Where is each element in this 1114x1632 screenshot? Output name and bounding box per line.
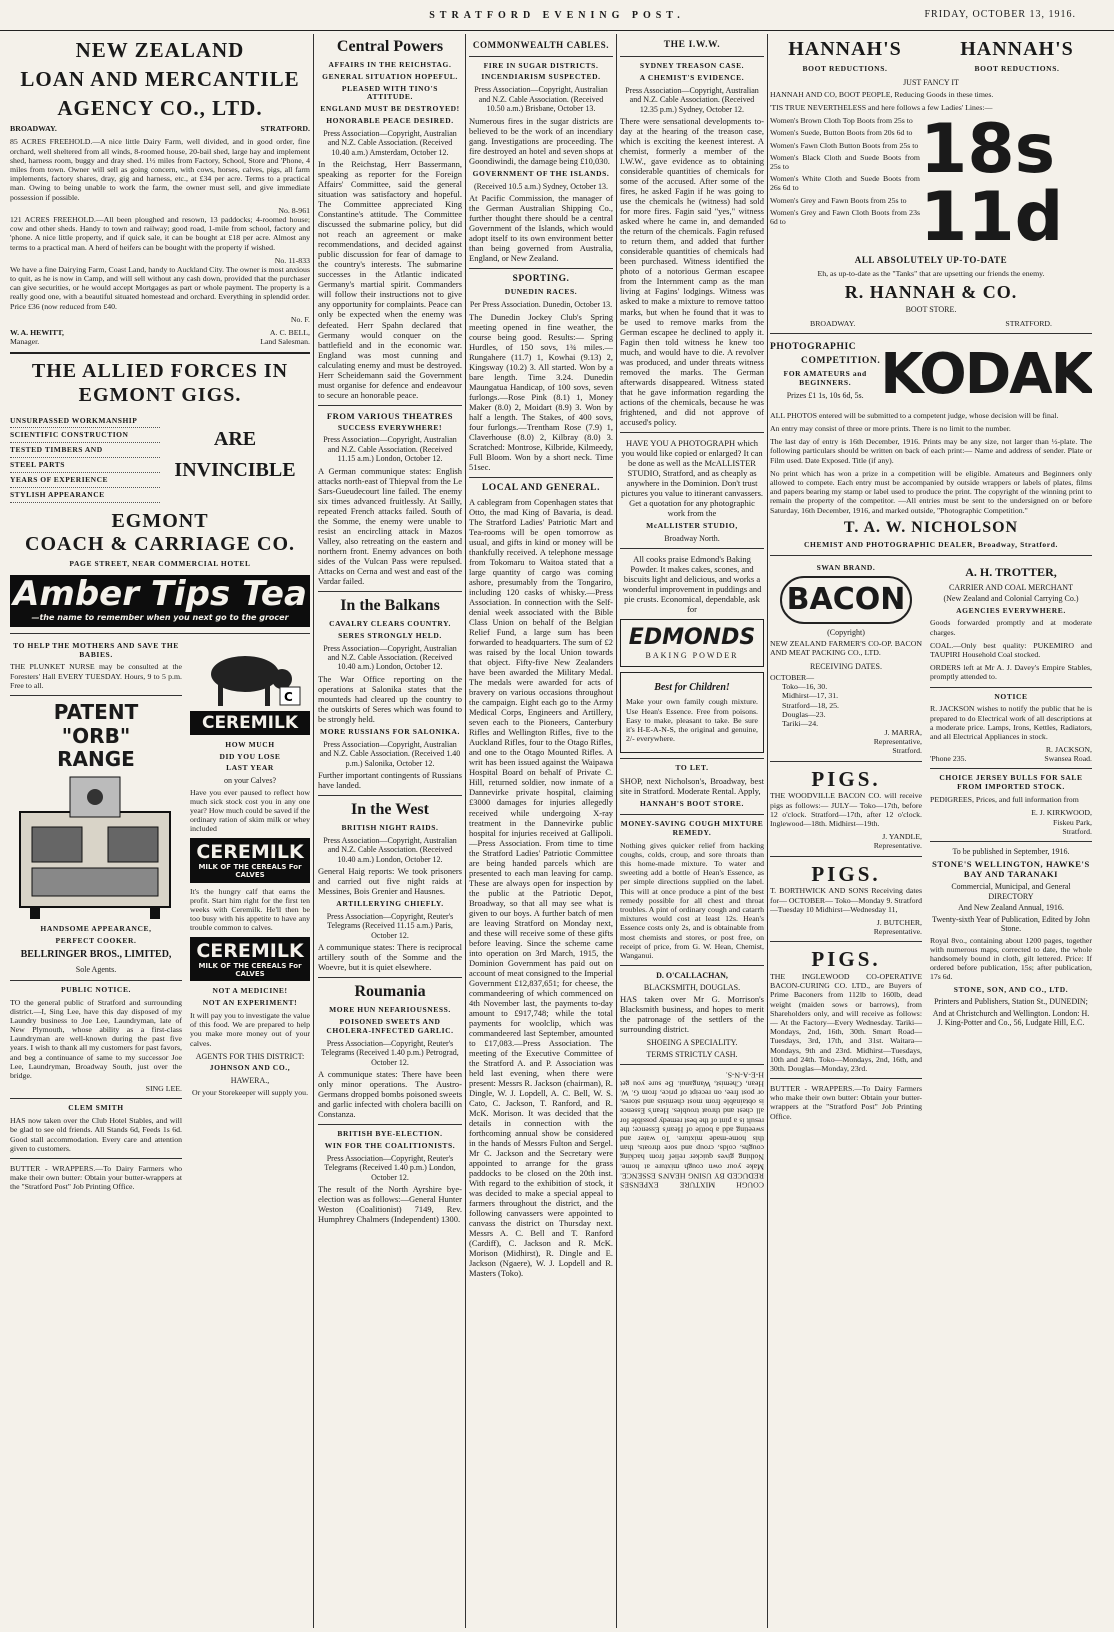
notice-title: CHOICE JERSEY BULLS FOR SALE FROM IMPORTED STOCK.: [939, 773, 1083, 792]
advert-title: NEW ZEALAND: [75, 38, 245, 62]
divider: [620, 965, 764, 966]
boot-price-item: Women's Brown Cloth Top Boots from 25s to: [770, 116, 913, 126]
ceremilk-logo-box: [190, 838, 310, 883]
directory-title: STONE'S WELLINGTON, HAWKE'S BAY AND TARANAKI: [932, 859, 1090, 880]
masthead: [0, 0, 1114, 31]
advert-word: ARE: [213, 427, 257, 450]
svg-text:C: C: [284, 689, 293, 704]
listing-number: No. 11-833: [274, 255, 310, 265]
signatory-name: J. YANDLE,: [882, 832, 922, 842]
notice-body: R. JACKSON wishes to notify the public that he is prepared to do Electrical work of all descriptions at a moderate price. Lamps, Irons, Kettles, Radiators, and all Electrical Appliances in stock.: [930, 704, 1092, 741]
chemist-name: T. A. W. NICHOLSON: [843, 518, 1019, 536]
company-address: PAGE STREET, NEAR COMMERCIAL HOTEL: [69, 558, 251, 568]
headline: GOVERNMENT OF THE ISLANDS.: [472, 168, 610, 178]
divider: [930, 687, 1092, 688]
receiving-date: Douglas—23.: [782, 709, 826, 719]
boot-price-item: Women's Grey and Fawn Boots from 25s to: [770, 195, 907, 205]
divider: [620, 814, 764, 815]
competition-rules: The last day of entry is 16th December, 1916. Prints may be any size, not larger than ½-plate. The following particulars should be written on back of each print:— Name and address of sender. Plate or Film used. Date Exposed. Title (if any).: [770, 437, 1092, 465]
advert-title: PATENT: [53, 699, 139, 724]
divider: [10, 352, 310, 354]
section-title: In the West: [351, 801, 429, 819]
blacksmith-name: D. O'CALLACHAN,: [656, 971, 728, 981]
advert-line: HANNAH AND CO, BOOT PEOPLE, Reducing Goods in these times.: [770, 89, 994, 99]
article-body: A German communique states: English attacks north-east of Thiepval from the Le Sars-Gueudecourt line failed. The enemy six times advanced fruitlessly. At Sailly, repeated French attacks failed. South of the Somme, the enemy were unable to resist an encircling attack in Mazos Valley, also retreating on the eastern and northern front. Enemy advances on both sides of the Vulcan Pass were repulsed. Attacks on Cerna and west and east of the Vardar failed.: [318, 465, 462, 586]
column-3: [469, 34, 613, 1628]
signatory-role: Representative.: [873, 841, 922, 851]
notice-signature: HANNAH'S BOOT STORE.: [639, 799, 745, 809]
edmonds-advert: [620, 554, 764, 666]
directory-edition: Twenty-sixth Year of Publication, Edited by John Stone.: [932, 914, 1090, 934]
ceremilk-logo: CEREMILK: [196, 939, 304, 962]
ceremilk-logo: CEREMILK: [190, 711, 310, 735]
boot-reductions: BOOT REDUCTIONS.: [802, 63, 888, 73]
advert-body: Have you ever paused to reflect how much sick stock cost you in any one year? How much could be saved if the ordinary ration of skim milk or whey included: [190, 787, 310, 834]
signatory-town: Stratford.: [892, 746, 922, 756]
brand-name: Amber Tips Tea: [13, 573, 307, 614]
notice-title: NOTICE: [994, 691, 1028, 701]
signatory-role: Manager.: [10, 337, 40, 347]
headline: POISONED SWEETS AND CHOLERA-INFECTED GARLIC.: [326, 1017, 454, 1035]
signatory-town: Stratford.: [1062, 826, 1092, 836]
egmont-feature-line: TESTED TIMBERS AND: [10, 444, 160, 458]
publisher-address: Printers and Publishers, Station St., DUNEDIN;: [934, 997, 1088, 1007]
question-line: LAST YEAR: [226, 763, 274, 773]
headline: ARTILLERYING CHIEFLY.: [336, 899, 444, 909]
pig-notice: T. BORTHWICK AND SONS Receiving dates for— OCTOBER— Toko—Monday 9. Stratford—Tuesday 10 Midhirst—Wednesday 11,: [770, 886, 922, 914]
carrier-line: ORDERS left at Mr A. J. Davey's Empire Stables, promptly attended to.: [930, 663, 1092, 682]
pig-notice: THE INGLEWOOD CO-OPERATIVE BACON-CURING CO. LTD., are Buyers of Prime Baconers from 112lb to 160lb, dead weight (maiden sows or barrows), from Shareholders only, and will receive as follows:— At the Factory—Every Wednesday. Tariki—Mondays, 2nd, 16th, 30th. Smart Road—Tuesdays, 3rd, 17th, and 31st. Waitara—Mondays, 9th and 23rd. Midhirst—Tuesdays, 10th and 24th. Toko—Mondays, 2nd, 16th, and 30th. Douglas—Monday, 23rd.: [770, 972, 922, 1073]
headline: FIRE IN SUGAR DISTRICTS.: [483, 60, 599, 70]
newspaper-title: STRATFORD EVENING POST.: [429, 10, 685, 21]
hannah-title: HANNAH'S: [960, 38, 1074, 60]
notice-title: PUBLIC NOTICE.: [60, 984, 132, 994]
agent-town: HAWERA.,: [230, 1076, 270, 1086]
advert-body: HAVE YOU A PHOTOGRAPH which you would like copied or enlarged? It can be done as well as the McALLISTER STUDIO, Stratford, and as cheaply as anywhere in the Dominion. Don't trust pictures you value to itinerant canvassers. Get a quotation for any photographic work from the: [620, 437, 764, 518]
article-body: A cablegram from Copenhagen states that Otto, the mad King of Bavaria, is dead. The Stratford Ladies' Patriotic Mart and Tea-rooms will be open tomorrow as usual, and gifts in kind or money will be thankfully received. A telephone message from Tokomaru to Waitoa stated that a large quantity of cargo was coming ashore, presumably from the Tongariro, including 120 casks of whisky.—Press Association. In connection with the Self-denial week associated with the Bible Class Union on behalf of the Belgian Relief Fund, a large sum has been forwarded to headquarters. The sum of £2 was raised by the local Union towards that object. Fifty-five New Zealanders have been awarded the Military Medal. The medals were awarded for acts of bravery on various occasions throughout the campaign. Eight each go to the Army Medical Corps, Engineers and Artillery, seven each to the Pioneers, Canterbury Rifles and Wellington Rifles, five to the Auckland Rifles, four to the Otago Rifles, and one to the Otago Mounted Rifles. A writ has been issued against the Waipawa Hospital Board on behalf of Private C. Hill, returned soldier, now inmate of a Dannevirke private hospital, claiming £3000 damages for injuries allegedly received while undergoing X-ray treatment in the Dannevirke public hospital for injuries received at Gallipoli.—Press Association. From time to time the Stratford Ladies' Patriotic Committee are being handed parcels which are presented to each man leaving for camp. These are always open for inspection by the public at the Patriotic Depot, Broadway, so that all may see what is given to our boys. A further batch of men are leaving Stratford on Monday next, and these will receive some of these gifts before leaving. Since the scheme came into operation on 3rd March, 1915, the Dominion Government has paid out on account of meat consigned to the Imperial Government £12,837,651; for cheese, the commandeering of which commenced on 4th November last, the payments to-day amount to £917,748; while the total payments for woolclip, which was commandeered last September, amounted to £17,083.—Press Association. The meeting of the Executive Committee of the Stratford A. and P. Association was held last evening, when there were present: Messrs R. Jackson (chairman), R. Dingle, W. J. Lopdell, A. C. Bell, W. S. Cato, C. Jackson, T. Ranford, and R. McK. Morison. It was decided that the details in connection with the forthcoming annual show be considered in the hands of Messrs Fulton and Sergel. Mr C. Jackson and the Secretary were appointed to arrange for the grass paddocks to be closed on the 20th inst. With regard to the exhibition of stock, it was decided to make a special appeal to farmers throughout the district, and the following canvassers were appointed to canvass the district on Thursday next. Messrs A. C. Bell and T. Ranford (Cardiff), C. Jackson and R. McK. Morison (Midhirst), R. Dingle and E. Jackson (Ngaere), W. J. Lopdell and R. Masters (Toko).: [469, 497, 613, 1279]
clem-smith-notice: [10, 1104, 182, 1153]
pigs-heading: PIGS.: [811, 766, 881, 791]
article-body: A communique states: There is reciprocal artillery south of the Somme and the Woevre, but it is quiet elsewhere.: [318, 942, 462, 973]
advert-body: It's the hungry calf that earns the profit. Start him right for the first ten weeks with Ceremilk. He'll then be too busy with his appetite to have any trouble common to calves.: [190, 886, 310, 933]
headline: SERES STRONGLY HELD.: [338, 630, 442, 640]
headline: MORE RUSSIANS FOR SALONIKA.: [320, 726, 460, 736]
boot-price-item: Women's Fawn Cloth Button Boots from 25s to: [770, 140, 919, 150]
blacksmith-trade: BLACKSMITH, DOUGLAS.: [643, 982, 741, 992]
ceremilk-logo: CEREMILK: [196, 840, 304, 863]
competition-rules: ALL PHOTOS entered will be submitted to a competent judge, whose decision will be final.: [770, 410, 1059, 420]
egmont-feature-line: UNSURPASSED WORKMANSHIP: [10, 415, 160, 429]
headline: FROM VARIOUS THEATRES: [326, 410, 454, 421]
listing-number: No. 8-961: [278, 205, 310, 215]
publisher-address: And at Christchurch and Wellington. London: H. J. King-Potter and Co., 56, Ludgate Hill, E.C.: [932, 1008, 1090, 1028]
advert-body: It will pay you to investigate the value of this food. We are prepared to help you make more money out of your calves.: [190, 1011, 310, 1048]
article-body: The Dunedin Jockey Club's Spring meeting opened in fine weather, the course being good. Results:— Spring Hurdles, of 150 sovs, 1¾ miles.—Rungahere (11.7) 1, Kowhai (9.13) 2, Kingsway (10.2) 3. All started. Won by a bare length. Time 3.24. Dunedin Maungatua Handicap, of 100 sovs, seven furlongs.—Rose Pink (8.1) 1, Money Maker (8.0) 2, Moidart (8.9) 3. Won by half a length. The Stakes, of 400 sovs, four furlongs.—Trentham Rose (7.9) 1, Claverhouse (8.0) 2, Kilbray (8.0) 3. Scratched: Montrose, Kilbride, Kilmeedy, Full Bloom. Won by a short neck. Time 51sec.: [469, 311, 613, 472]
ceremilk-tagline: MILK OF THE CEREALS For CALVES: [198, 961, 302, 979]
issue-date: FRIDAY, OCTOBER 13, 1916.: [924, 9, 1076, 20]
cable-credit: Press Association—Copyright, Reuter's Telegrams (Received 1.40 p.m.) Petrograd, October 12.: [321, 1038, 459, 1067]
notice-body: HAS taken over Mr G. Morrison's Blacksmith business, and hopes to merit the patronage of the settlers of the surrounding district.: [620, 994, 764, 1035]
sale-price: 18s 11d: [920, 110, 1064, 258]
column-rule: [465, 34, 466, 1628]
competition-title: COMPETITION.: [801, 356, 881, 367]
article-body: There were sensational developments to-day at the hearing of the treason case, which is exciting the keenest interest. A chemist, formerly a member of the I.W.W., gave evidence as to obtaining considerable quantities of chemicals for some of the accused. After some of the fires, he asked Fagin if he was going to use the chemicals he (witness) had sold for more fires. Fagin said "yes," witness asked where he came in, and demanded the return of the chemicals. Fagin refused to return them, and added that further considerable quantities of chemicals had been purchased. Witness identified the photo of a notorious German escapee from the Internment camp as the man living at Fagins' lodgings. Witness was asked to make a mixture to remove tattoo marks, but when he found that it was to be used to remove marks from the German escapee he declined to apply it. Fagin then told witness he knew too much, and would have to die. A revolver was produced, and under threats witness removed the marks. The German afterwards disappeared. Witness stated that he gave information regarding the actions of the chemicals, because he was frightened, and did not approve of accused's policy.: [620, 116, 764, 427]
boot-price-item: Women's Grey and Fawn Cloth Boots from 23s 6d to: [770, 207, 920, 226]
divider: [620, 432, 764, 433]
brand-label: SWAN BRAND.: [816, 562, 876, 572]
headline: PLEASED WITH TINO'S ATTITUDE.: [341, 83, 439, 102]
directory-title: Commercial, Municipal, and General DIRECTORY: [951, 882, 1071, 901]
seller-name: BELLRINGER BROS., LIMITED,: [20, 949, 172, 961]
competition-prizes: Prizes £1 1s, 10s 6d, 5s.: [786, 391, 864, 400]
divider: [620, 56, 764, 57]
company-location: STRATFORD.: [1005, 318, 1052, 328]
listing-number: No. F.: [290, 314, 310, 324]
advert-heading: NOT AN EXPERIMENT!: [202, 998, 298, 1008]
headline: AFFAIRS IN THE REICHSTAG.: [328, 59, 452, 69]
headline: BRITISH NIGHT RAIDS.: [341, 823, 439, 832]
advert-tagline: HANDSOME APPEARANCE,: [40, 923, 152, 933]
section-title: Central Powers: [336, 38, 444, 55]
company-location: BROADWAY.: [810, 318, 856, 328]
bacon-logo: BACON: [780, 576, 912, 623]
directory-details: Royal 8vo., containing about 1200 pages, together with numerous maps, corrected to date, the whole handsomely bound in cloth, gilt lettered. Price: If ordered before publication, 15s; after publication, 17s 6d.: [930, 935, 1092, 982]
carrier-role: CARRIER AND COAL MERCHANT: [949, 582, 1073, 592]
column-rule: [767, 34, 768, 1628]
advert-title: RANGE: [57, 747, 135, 772]
company-name: COACH & CARRIAGE CO.: [25, 533, 295, 556]
public-notice: [10, 986, 182, 1094]
divider: [10, 1158, 182, 1159]
notice-body: HAS now taken over the Club Hotel Stables, and will be glad to see old friends. All Stands 6d, Feeds 1s 6d. Good stall accommodation. Every care and attention given to customers.: [10, 1116, 182, 1153]
section-title: In the Balkans: [340, 596, 440, 614]
divider: [318, 1124, 462, 1125]
orb-range-advert: [10, 701, 182, 975]
receiving-dates-title: RECEIVING DATES.: [810, 661, 882, 671]
headline: HONORABLE PEACE DESIRED.: [326, 116, 454, 126]
cable-credit: Press Association—Copyright, Australian and N.Z. Cable Association. (Received 10.40 a.m.) London, October 12.: [323, 835, 457, 864]
divider: [930, 841, 1092, 842]
headline: ENGLAND MUST BE DESTROYED!: [320, 104, 460, 114]
divider: [770, 941, 922, 942]
calf-illustration: [190, 639, 310, 711]
divider: [469, 56, 613, 57]
box-title: Best for Children!: [654, 681, 730, 693]
boot-price-item: Women's Suede, Button Boots from 20s 6d to: [770, 128, 913, 138]
month-label: OCTOBER—: [770, 672, 815, 682]
advert-body: All cooks praise Edmond's Baking Powder. It makes cakes, scones, and biscuits light and delicious, and works a wonderful improvement in puddings and pie crusts. Economical, dependable, ask for: [622, 554, 762, 615]
egmont-feature-line: STEEL PARTS: [10, 459, 160, 473]
headline: INCENDIARISM SUSPECTED.: [481, 72, 601, 82]
headline: DUNEDIN RACES.: [504, 287, 578, 297]
advert-body: Or your Storekeeper will supply you.: [191, 1087, 309, 1097]
question-line: on your Calves?: [224, 776, 276, 786]
publication-date: To be published in September, 1916.: [952, 846, 1070, 856]
egmont-feature-line: SCIENTIFIC CONSTRUCTION: [10, 429, 160, 443]
divider: [318, 795, 462, 796]
notice-body: SHOP, next Nicholson's, Broadway, best site in Stratford. Moderate Rental. Apply,: [620, 776, 764, 797]
signatory-role: Representative,: [873, 737, 922, 747]
ceremilk-advert: [190, 639, 310, 1196]
article-body: General Haig reports: We took prisoners and carried out five night raids at Messines, Bois Grenier and Hausnes.: [318, 866, 462, 897]
advert-title: LOAN AND MERCANTILE: [20, 66, 300, 91]
advert-location: BROADWAY.: [10, 124, 57, 134]
edmonds-logo: EDMONDS: [628, 625, 756, 651]
egmont-feature-line: STYLISH APPEARANCE: [10, 489, 160, 503]
notice-signature: R. JACKSON,: [1045, 745, 1092, 755]
divider: [770, 1078, 922, 1079]
company-name: EGMONT: [111, 509, 209, 532]
article-body: A communique states: There have been only minor operations. The Austro-Germans dropped bombs poisoned sweets and garlic infected with cholera bacilli on Constanza.: [318, 1069, 462, 1120]
listing-text: 121 ACRES FREEHOLD.—All been ploughed and resown, 13 paddocks; 4-roomed house; cow and other sheds. Handy to town and railway; good road, 1-mile from school, factory and 'phone. A nice little property, and if quick sale, it can be bought at £18 per acre. Almost any terms to a practical man. A herd of heifers can be bought with the property if wished.: [10, 214, 310, 252]
advert-line: ALL ABSOLUTELY UP-TO-DATE: [854, 255, 1008, 266]
advert-location: STRATFORD.: [260, 124, 310, 134]
divider: [770, 856, 922, 857]
boot-price-item: Women's Black Cloth and Suede Boots from 25s to: [770, 152, 920, 171]
advert-word: INVINCIBLE: [174, 459, 296, 482]
advert-tagline: PERFECT COOKER.: [55, 935, 137, 945]
carrier-line: AGENCIES EVERYWHERE.: [956, 605, 1066, 615]
advert-title: THE ALLIED FORCES IN: [31, 360, 289, 383]
headline: A CHEMIST'S EVIDENCE.: [639, 73, 745, 83]
cooking-range-illustration: [10, 772, 182, 922]
column-rule: [616, 34, 617, 1628]
cable-credit: Press Association—Copyright, Australian and N.Z. Cable Association. (Received 11.15 a.m.) London, October 12.: [323, 435, 457, 464]
signatory-role: Representative.: [873, 927, 922, 937]
divider: [469, 268, 613, 269]
edmonds-sub: BAKING POWDER: [645, 651, 739, 661]
cable-credit: Press Association—Copyright, Australian and N.Z. Cable Association. (Received 10.40 a.m.) London, October 12.: [323, 643, 457, 672]
advert-title: EGMONT GIGS.: [78, 384, 242, 407]
notice-body: THE PLUNKET NURSE may be consulted at the Foresters' Hall EVERY TUESDAY. Hours, 9 to 5 p.m. Free to all.: [10, 662, 182, 690]
article-body: At Pacific Commission, the manager of the German Australian Shipping Co., further thought there should be a central Government of the Islands, which would adopt itself to its own environment better than being governed from Australia, England, or New Zealand.: [469, 192, 613, 264]
divider: [318, 591, 462, 592]
butter-wrappers-notice: BUTTER - WRAPPERS.—To Dairy Farmers who make their own butter: Obtain your butter-wrappers at the "Stratford Post" Job Printing Office.: [770, 1084, 922, 1121]
cable-credit: Press Association—Copyright, Australian and N.Z. Cable Association. (Received 10.50 a.m.) Brisbane, October 13.: [474, 85, 608, 114]
competition-rules: No print which has won a prize in a competition will be eligible. Amateurs and Beginners only allowed to compete. Each entry must be accompanied by outside wrappers or labels of plates, films and papers bearing my stamp or label used to produce the print. The copyright of the winning print to remain the property of the competitor. —All entries must be sent to the undersigned on or before Saturday, 16th December, 1916, and marked outside, "Photographic Competition.": [770, 468, 1092, 515]
section-title: COMMONWEALTH CABLES.: [472, 40, 610, 50]
publisher-name: STONE, SON, AND CO., LTD.: [953, 984, 1069, 994]
headline: MORE HUN NEFARIOUSNESS.: [329, 1005, 451, 1015]
headline: SYDNEY TREASON CASE.: [639, 61, 745, 71]
pigs-heading: PIGS.: [811, 947, 881, 972]
studio-address: Broadway North.: [664, 533, 720, 543]
competition-rules: An entry may consist of three or more prints. There is no limit to the number.: [770, 424, 1011, 434]
column-4: [620, 34, 764, 1628]
headline: MONEY-SAVING COUGH MIXTURE REMEDY.: [620, 819, 764, 837]
inverted-advert: COUGH MIXTURE EXPENSES REDUCED BY USING HEAN'S ESSENCE. Make your own cough mixture at home. Nothing gives quicker relief from hacking coughs, colds, croup and sore throats, than this home-made mixture. To water and sweeting add a bottle of Hean's Essence; the result is a pint of the best remedy possible for all chest and throat troubles. Hean's Essence is obtainable from most chemists and stores, or post free, on receipt of price, from G. W. Hean, Chemist, Wanganui. Be sure you get H-E-A-N-S.: [620, 1070, 764, 1190]
cable-credit: (Received 10.5 a.m.) Sydney, October 13.: [473, 181, 609, 191]
listing-text: We have a fine Dairying Farm, Coast Land, handy to Auckland City. The owner is most anxious to quit, as he is now in Camp, and will sell without any cash down, provided that the purchaser can give securities, or he would accept Mortgages as part or whole payment. The property is a really good one, with a beautiful situated homestead and orchard. Everything in splendid order. Price £36 (now reduced from £40.: [10, 264, 310, 311]
section-title: THE I.W.W.: [663, 40, 721, 50]
divider: [10, 633, 310, 634]
headline: SUCCESS EVERYWHERE!: [337, 422, 443, 432]
company-name: NEW ZEALAND FARMER'S CO-OP. BACON AND MEAT PACKING CO., LTD.: [770, 639, 922, 658]
cable-credit: Press Association—Copyright, Australian and N.Z. Cable Association. (Received 12.35 p.m.) Sydney, October 12.: [625, 85, 759, 114]
directory-annual: And New Zealand Annual, 1916.: [958, 903, 1064, 913]
receiving-date: Midhirst—17, 31.: [782, 691, 839, 701]
column-2: [318, 34, 462, 1628]
advert-line: JUST FANCY IT: [903, 78, 959, 88]
competition-title: PHOTOGRAPHIC: [770, 341, 857, 352]
signatory-name: W. A. HEWITT,: [10, 328, 64, 338]
egmont-gigs-advert: [10, 360, 310, 568]
receiving-dates-list: [770, 682, 922, 728]
divider: [620, 1064, 764, 1065]
carrier-role: (New Zealand and Colonial Carrying Co.): [943, 594, 1079, 604]
cable-credit: Press Association—Copyright, Australian and N.Z. Cable Association. (Received 1.40 p.m.) Salonika, October 12.: [319, 739, 461, 768]
carrier-line: COAL.—Only best quality: PUKEMIRO and TAUPIRI Household Coal stocked.: [930, 640, 1092, 659]
seller-role: Sole Agents.: [75, 965, 117, 975]
signatory-name: E. J. KIRKWOOD,: [1031, 808, 1092, 818]
headline: BRITISH BYE-ELECTION.: [337, 1129, 443, 1139]
notice-title: CLEM SMITH: [68, 1103, 124, 1113]
signatory-place: Fiskeu Park,: [1053, 817, 1092, 827]
column-5: [770, 34, 1092, 1628]
heans-essence-box: [620, 672, 764, 754]
cable-credit: Press Association—Copyright, Australian and N.Z. Cable Association. (Received 10.40 a.m.) Amsterdam, October 12.: [323, 128, 457, 157]
plunket-notice: [10, 642, 182, 690]
headline: CAVALRY CLEARS COUNTRY.: [329, 618, 451, 628]
notice-title: TO LET.: [675, 763, 709, 773]
notice-line: SHOEING A SPECIALITY.: [646, 1038, 738, 1048]
article-body: Numerous fires in the sugar districts are believed to be the work of an incendiary gang. Investigations are proceeding. The fire destroyed an hotel and seven shops at Goondiwindi, the damage being £10,030.: [469, 115, 613, 166]
carrier-line: Goods forwarded promptly and at moderate charges.: [930, 618, 1092, 637]
kodak-logo: KODAK: [880, 341, 1092, 407]
column-rule: [313, 34, 314, 1628]
section-title: Roumania: [354, 983, 426, 1001]
section-title: LOCAL AND GENERAL.: [481, 482, 601, 493]
box-body: Make your own family cough mixture. Use Hean's Essence. Free from poisons. Easy to make, pleasant to take. Be sure it's H-E-A-N-S, the original and genuine, 2/- everywhere.: [626, 697, 758, 744]
amber-tips-tea-banner: [10, 575, 310, 627]
boot-reductions: BOOT REDUCTIONS.: [974, 63, 1060, 73]
advert-title: "ORB": [61, 723, 131, 748]
agent-name: JOHNSON AND CO.,: [209, 1063, 291, 1073]
receiving-date: Tariki—24.: [782, 718, 819, 728]
receiving-date: Stratford—18, 25.: [782, 700, 839, 710]
listing-text: 85 ACRES FREEHOLD.—A nice little Dairy Farm, well divided, and in good order, fine orchard, well sheltered from all winds, 8-roomed house, 20-bail shed, large hay and implement shed, harness room, buggy and dray shed. 1½ miles from Factory, School, Store and 'Phone, 4 miles from town. Owner will sell as going concern, with cows, horses, calves, pigs, all farm implements, factory shares, dray, gig and harness, etc., at £34 per acre. Terms to a practical man. Owing to being unable to work the farm, the owner must sell, and give immediate possession if possible.: [10, 137, 310, 202]
signatory-role: Land Salesman.: [260, 337, 310, 347]
advert-title: AGENCY CO., LTD.: [57, 95, 263, 120]
question-line: HOW MUCH: [225, 739, 275, 749]
competition-for: FOR AMATEURS and BEGINNERS.: [783, 369, 867, 388]
divider: [318, 977, 462, 978]
headline: GENERAL SITUATION HOPEFUL.: [322, 71, 458, 81]
article-body: Further important contingents of Russians have landed.: [318, 770, 462, 791]
divider: [770, 555, 1092, 556]
cable-credit: Press Association—Copyright, Reuter's Telegrams (Received 1.40 p.m.) London, October 12.: [324, 1153, 456, 1182]
company-name: R. HANNAH & CO.: [844, 282, 1018, 303]
cable-credit: Press Association—Copyright, Reuter's Telegrams (Received 11.15 a.m.) Paris, October 12.: [326, 912, 454, 940]
photographic-competition: [770, 339, 1092, 550]
phone-number: 'Phone 235.: [930, 754, 967, 764]
brand-tagline: —the name to remember when you next go to the grocer: [31, 612, 289, 622]
notice-line: TERMS STRICTLY CASH.: [646, 1049, 738, 1059]
divider: [620, 548, 764, 549]
boot-price-item: Women's White Cloth and Suede Boots from 26s 6d to: [770, 174, 920, 193]
address: Swansea Road.: [1044, 754, 1092, 764]
column-1: [10, 34, 310, 1628]
notice-body: TO the general public of Stratford and surrounding district.—I, Sing Lee, have this day disposed of my Laundry business to Joe Lee, Laundryman, late of New Plymouth, whose ability as a first-class Laundryman are well-known during the past five years. I wish to thank all my customers for past favors, and beg a continuance of same to my successor Joe Lee, Laundryman, Broadway South, just over the bridge.: [10, 997, 182, 1080]
divider: [770, 333, 1092, 334]
agents-heading: AGENTS FOR THIS DISTRICT:: [195, 1051, 305, 1061]
studio-name: McALLISTER STUDIO,: [646, 520, 738, 530]
chemist-sub: CHEMIST AND PHOTOGRAPHIC DEALER, Broadway, Stratford.: [804, 539, 1058, 549]
butter-wrappers-notice: BUTTER - WRAPPERS.—To Dairy Farmers who make their own butter: Obtain your butter-wrappers at the "Stratford Post" Job Printing Office.: [10, 1163, 182, 1192]
divider: [620, 758, 764, 759]
boot-price-list: [770, 116, 920, 252]
signatory-name: J. MARRA,: [884, 728, 922, 738]
notice-title: TO HELP THE MOTHERS AND SAVE THE BABIES.: [13, 640, 179, 659]
notice-signature: SING LEE.: [145, 1084, 182, 1094]
signatory-name: J. BUTCHER,: [876, 917, 922, 927]
divider: [770, 761, 922, 762]
article-body: The War Office reporting on the operations at Salonika states that the mounteds had cleared up the country to the outskirts of Seres which was found to be strongly held.: [318, 673, 462, 724]
copyright-mark: (Copyright): [827, 627, 865, 637]
divider: [10, 980, 182, 981]
headline: WIN FOR THE COALITIONISTS.: [324, 1141, 456, 1151]
advert-heading: NOT A MEDICINE!: [212, 986, 288, 996]
company-sub: BOOT STORE.: [905, 305, 957, 315]
divider: [469, 477, 613, 478]
carrier-name: A. H. TROTTER,: [965, 564, 1057, 579]
pig-notice: THE WOODVILLE BACON CO. will receive pigs as follows:— JULY— Toko—17th, before 12 o'clock. Stratford—17th, after 12 o'clock. Inglewood—18th. Midhirst—19th.: [770, 791, 922, 828]
divider: [930, 768, 1092, 769]
notice-body: PEDIGREES, Prices, and full information from: [930, 795, 1079, 805]
divider: [10, 1098, 182, 1099]
question-line: DID YOU LOSE: [219, 751, 281, 761]
article-body: The result of the North Ayrshire bye-election was as follows:—General Hunter Weston (Coalitionist) 7149, Rev. Humphrey Chalmers (Independent) 1300.: [318, 1184, 462, 1225]
ceremilk-tagline: MILK OF THE CEREALS For CALVES: [198, 863, 302, 880]
divider: [318, 405, 462, 406]
receiving-date: Toko—16, 30.: [782, 682, 828, 692]
mcallister-advert: [620, 438, 764, 543]
article-body: Nothing gives quicker relief from hacking coughs, colds, croup, and sore throats than this home-made mixture. To water and sweeting add a bottle of Hean's Essence, as per simple directions supplied on the label. This will at once produce a pint of the best remedy possible for all chest and throat troubles. A pint of ordinary cough and catarrh mixtures would cost at least 12s. Hean's Essence costs only 2s, and is obtainable from most chemists and stores, or post free, on receipt of price, from G. W. Hean, Chemist, Wanganui.: [620, 840, 764, 960]
pigs-heading: PIGS.: [811, 861, 881, 886]
article-body: In the Reichstag, Herr Bassermann, speaking as reporter for the Foreign Affairs' Committee, said the general situation was satisfactory and hopeful. The Committee appreciated King Constantine's attitude. The Committee discussed the submarine policy, but did not reach an agreement or make recommendations, and decided against public discussion for fear of damage to the country's interests. The submarine successes in the Atlantic indicated Germany's martial spirit. Commanders will follow their instructions not to give any opportunity for complaints. Peace can only be expected when the enemy was defeated. Herr Spahn declared that Germany would conquer on the battlefield and in the economic war. England was most cunning and calculating enemy and must be destroyed. Herr Scheidemann said the Government must organise for defence and endeavour to secure an honorable peace.: [318, 159, 462, 400]
ceremilk-logo-box: [190, 937, 310, 982]
signatory-name: A. C. BELL,: [269, 328, 310, 338]
section-title: SPORTING.: [512, 274, 570, 285]
egmont-feature-line: YEARS OF EXPERIENCE: [10, 474, 160, 488]
divider: [10, 695, 182, 696]
hannah-title: HANNAH'S: [788, 38, 902, 60]
nz-loan-advert: [10, 38, 310, 346]
cable-credit: Per Press Association. Dunedin, October 13.: [469, 300, 613, 310]
advert-line: 'TIS TRUE NEVERTHELESS and here follows a few Ladies' Lines:—: [770, 103, 993, 113]
advert-line: Eh, as up-to-date as the "Tanks" that are upsetting our friends the enemy.: [817, 268, 1045, 278]
